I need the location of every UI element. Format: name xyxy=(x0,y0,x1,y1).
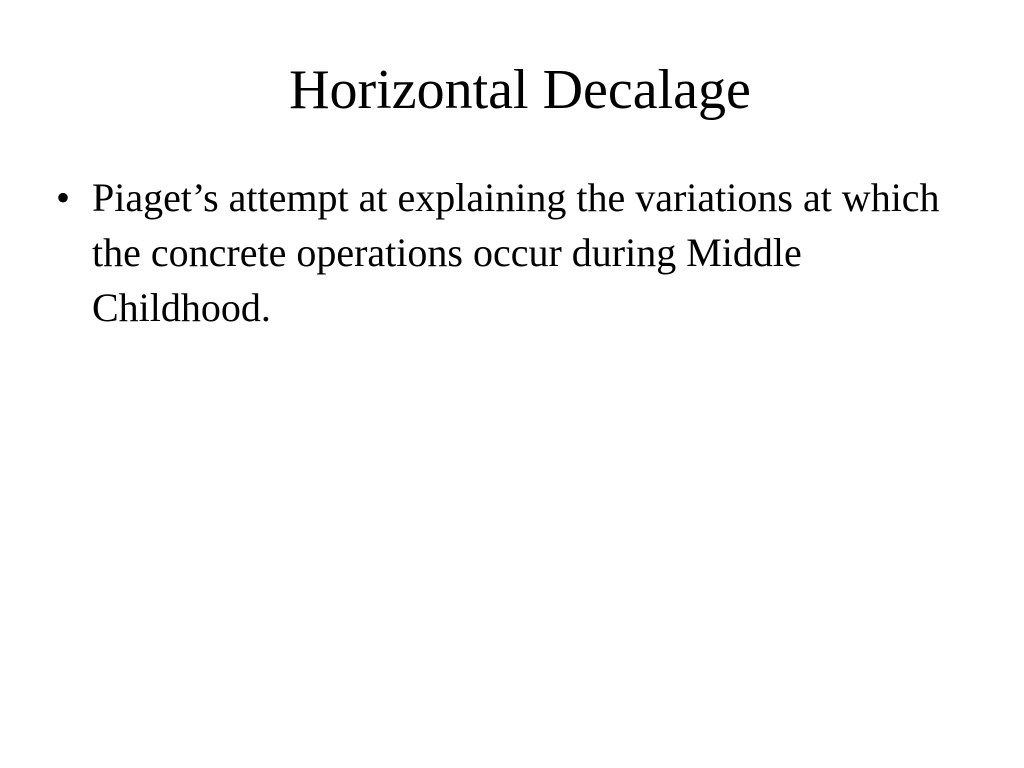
slide-title: Horizontal Decalage xyxy=(289,59,751,121)
bullet-text: Piaget’s attempt at explaining the variations at which the concrete operations occur during Middle Childhood. xyxy=(92,175,940,330)
bullet-marker: • xyxy=(56,175,71,220)
bullet-list xyxy=(56,170,956,335)
bullet-item xyxy=(56,170,956,335)
